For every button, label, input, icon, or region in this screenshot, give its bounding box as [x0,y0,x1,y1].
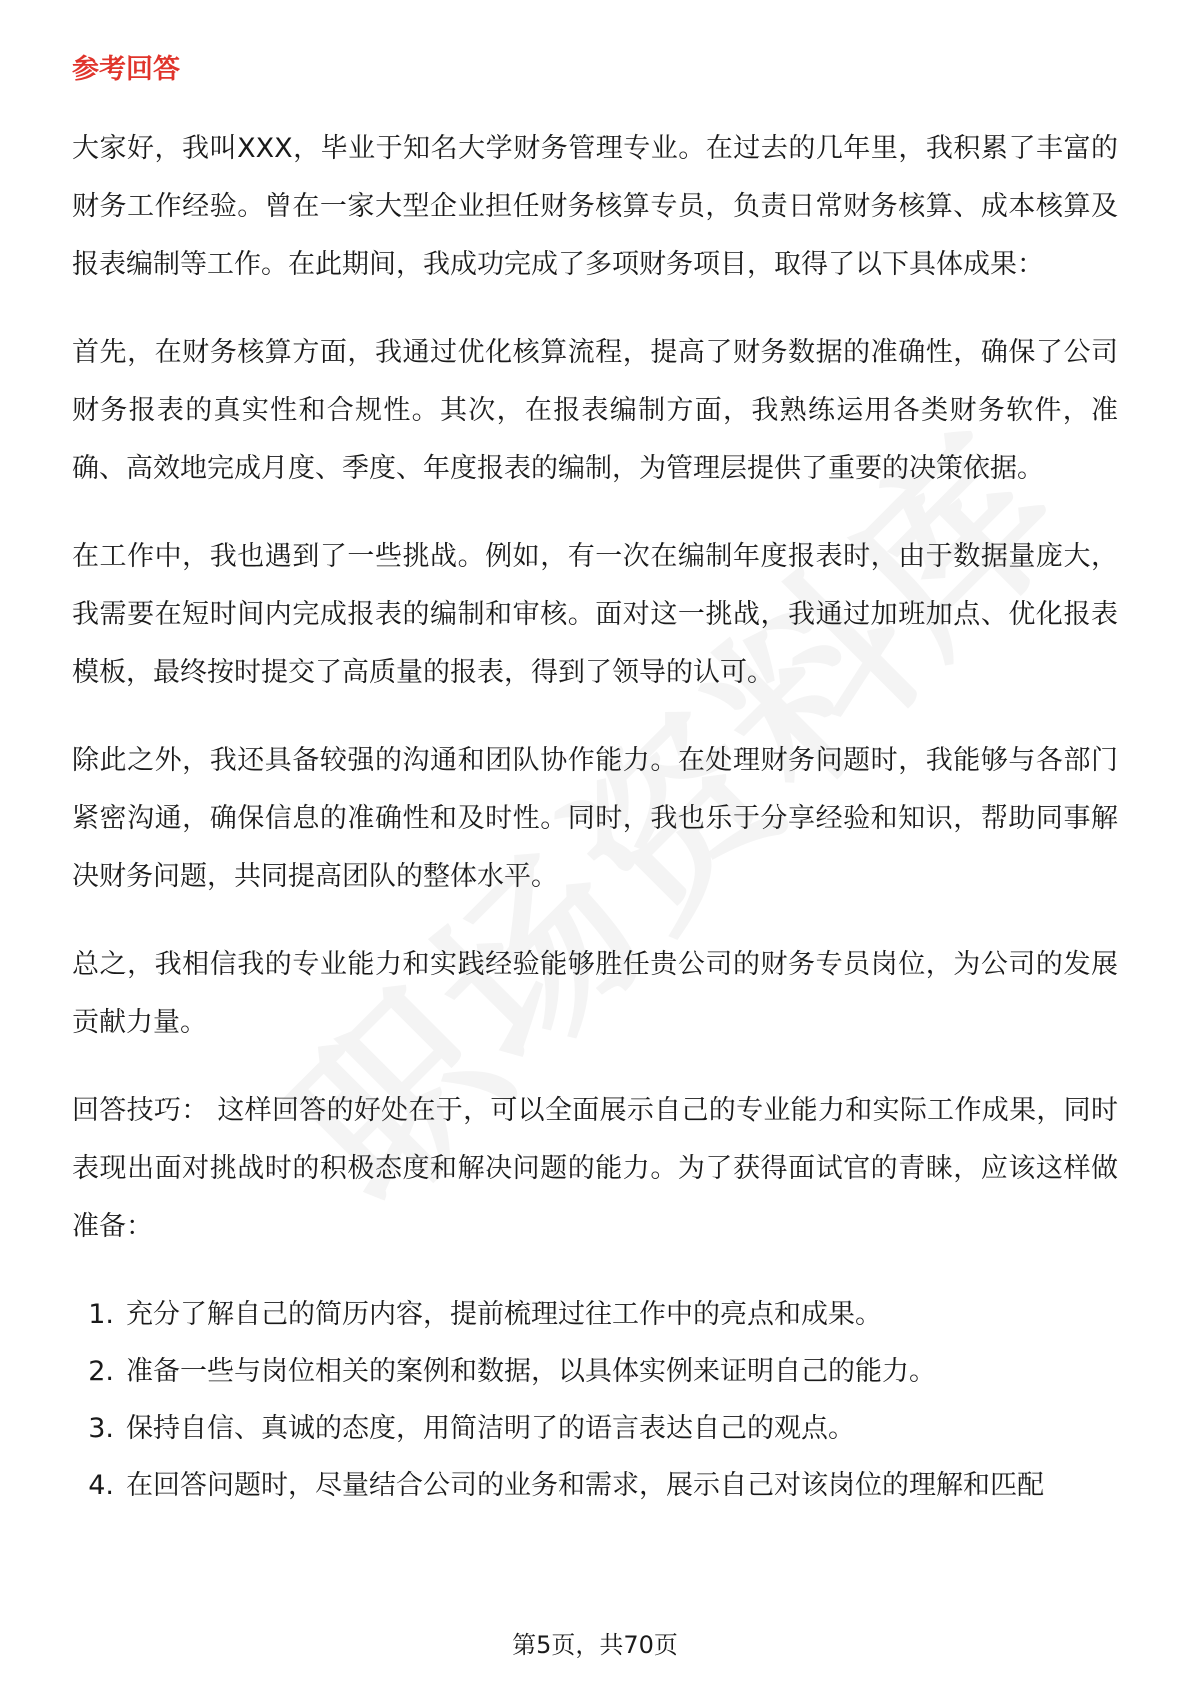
list-item-number: 3. [88,1413,114,1444]
list-item-number: 1. [88,1299,114,1330]
list-item-text: 在回答问题时，尽量结合公司的业务和需求，展示自己对该岗位的理解和匹配 [126,1470,1044,1501]
page-content [72,48,1118,1514]
paragraph-conclusion: 总之，我相信我的专业能力和实践经验能够胜任贵公司的财务专员岗位，为公司的发展贡献力量。 [72,949,1118,1038]
list-item [72,1457,1118,1514]
list-item-text: 准备一些与岗位相关的案例和数据，以具体实例来证明自己的能力。 [126,1356,936,1387]
list-item-text: 充分了解自己的简历内容，提前梳理过往工作中的亮点和成果。 [126,1299,882,1330]
tips-list [72,1286,1118,1514]
list-item [72,1343,1118,1400]
list-item [72,1286,1118,1343]
page-number: 第5页，共70页 [512,1631,678,1659]
list-item-text: 保持自信、真诚的态度，用简洁明了的语言表达自己的观点。 [126,1413,855,1444]
list-item-number: 4. [88,1470,114,1501]
list-item-number: 2. [88,1356,114,1387]
paragraph-achievements: 首先，在财务核算方面，我通过优化核算流程，提高了财务数据的准确性，确保了公司财务报表的真实性和合规性。其次，在报表编制方面，我熟练运用各类财务软件，准确、高效地完成月度、季度、年度报表的编制，为管理层提供了重要的决策依据。 [72,337,1118,484]
paragraph-intro: 大家好，我叫XXX，毕业于知名大学财务管理专业。在过去的几年里，我积累了丰富的财务工作经验。曾在一家大型企业担任财务核算专员，负责日常财务核算、成本核算及报表编制等工作。在此期间，我成功完成了多项财务项目，取得了以下具体成果： [72,133,1118,280]
paragraph-tips-intro: 回答技巧： 这样回答的好处在于，可以全面展示自己的专业能力和实际工作成果，同时表现出面对挑战时的积极态度和解决问题的能力。为了获得面试官的青睐，应该这样做准备： [72,1095,1118,1242]
list-item [72,1400,1118,1457]
section-title: 参考回答 [72,54,180,85]
paragraph-teamwork: 除此之外，我还具备较强的沟通和团队协作能力。在处理财务问题时，我能够与各部门紧密沟通，确保信息的准确性和及时性。同时，我也乐于分享经验和知识，帮助同事解决财务问题，共同提高团队的整体水平。 [72,745,1118,892]
paragraph-challenge: 在工作中，我也遇到了一些挑战。例如，有一次在编制年度报表时，由于数据量庞大，我需要在短时间内完成报表的编制和审核。面对这一挑战，我通过加班加点、优化报表模板，最终按时提交了高质量的报表，得到了领导的认可。 [72,541,1118,688]
